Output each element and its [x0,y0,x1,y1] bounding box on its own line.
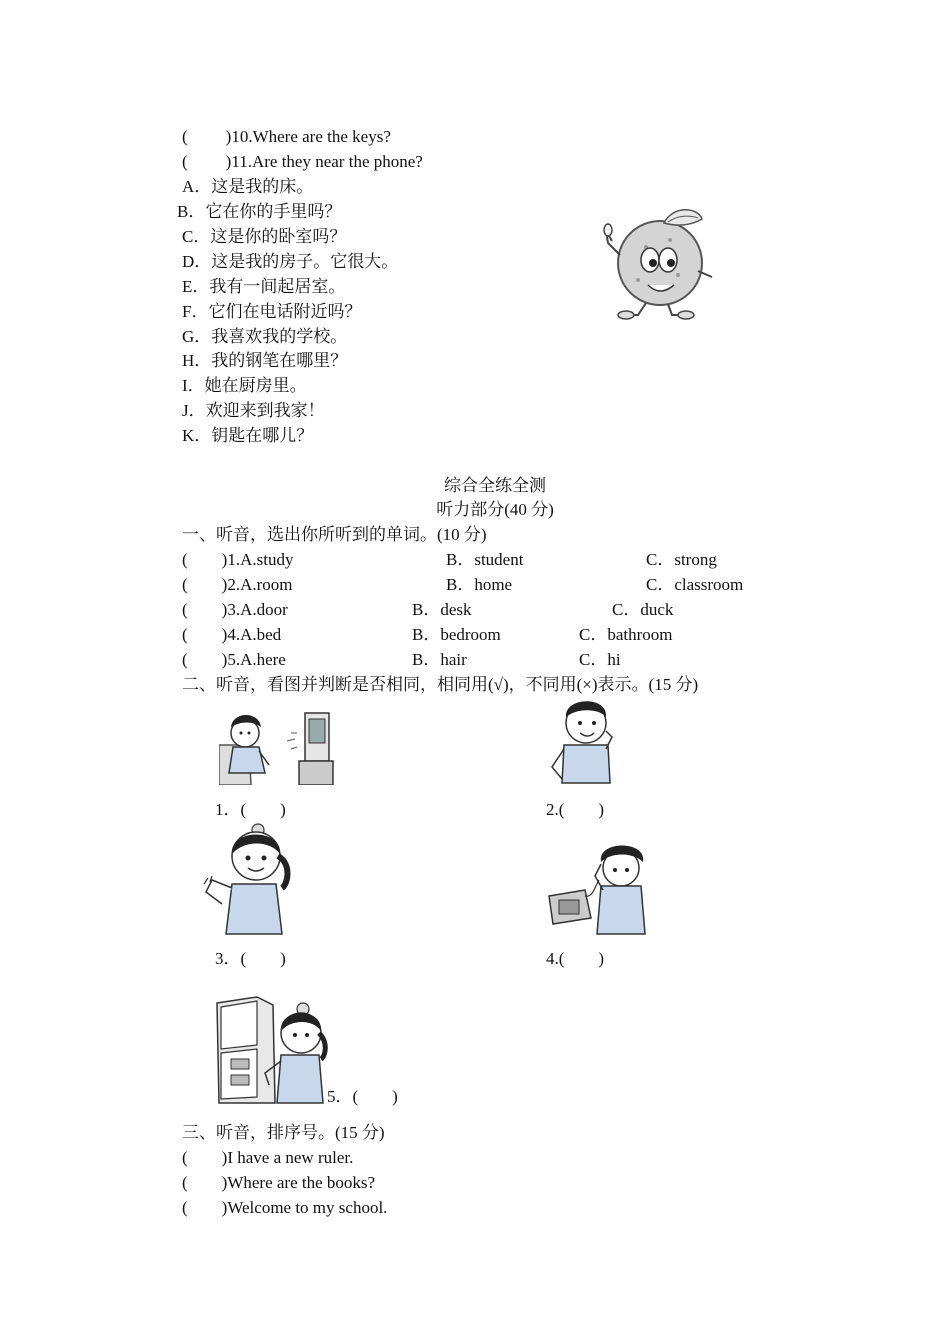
picture-2-label: 2.( ) [546,800,605,819]
s1-q5-b: B．hair [412,650,467,669]
s1-q4: ( )4.A.bed [182,625,282,644]
s1-q2-c: C．classroom [646,575,744,594]
option-k: K．钥匙在哪儿？ [182,426,314,445]
page-title: 综合全练全测 [444,476,546,495]
s1-q4-c: C．bathroom [579,625,673,644]
s1-q1: ( )1.A.study [182,550,294,569]
s1-q1-c: C．strong [646,550,717,569]
section1-title: 一、听音，选出你所听到的单词。(10 分) [182,525,487,544]
s1-q3-b: B．desk [412,600,472,619]
s3-item-1: ( )I have a new ruler. [182,1148,354,1167]
picture-2-boy [548,695,628,785]
page-subtitle: 听力部分(40 分) [436,500,554,519]
option-f: F．它们在电话附近吗？ [182,302,362,321]
s1-q3: ( )3.A.door [182,600,288,619]
picture-4-label: 4.( ) [546,949,605,968]
option-g: G．我喜欢我的学校。 [182,327,348,346]
question-10: ( )10.Where are the keys? [182,127,391,146]
picture-5-girl-fridge [213,993,328,1105]
picture-1-label: 1．( ) [215,800,286,819]
picture-5-label: 5．( ) [327,1087,398,1106]
option-i: I．她在厨房里。 [182,376,307,395]
s1-q5: ( )5.A.here [182,650,286,669]
s3-item-2: ( )Where are the books? [182,1173,376,1192]
s1-q3-c: C．duck [612,600,674,619]
s3-item-3: ( )Welcome to my school. [182,1198,388,1217]
picture-3-girl [202,820,302,935]
question-11: ( )11.Are they near the phone? [182,152,423,171]
option-h: H．我的钢笔在哪里？ [182,351,348,370]
option-j: J．欢迎来到我家！ [182,401,325,420]
orange-mascot-illustration [598,205,728,320]
s1-q1-b: B．student [446,550,524,569]
section3-title: 三、听音，排序号。(15 分) [182,1123,385,1142]
s1-q2: ( )2.A.room [182,575,293,594]
s1-q2-b: B．home [446,575,513,594]
section2-title: 二、听音，看图并判断是否相同，相同用(√)，不同用(×)表示。(15 分) [182,675,699,694]
picture-3-label: 3．( ) [215,949,286,968]
picture-1-girl-tv [219,703,334,785]
option-a: A．这是我的床。 [182,177,314,196]
option-e: E．我有一间起居室。 [182,277,346,296]
option-d: D．这是我的房子。它很大。 [182,252,399,271]
s1-q5-c: C．hi [579,650,621,669]
option-b: B．它在你的手里吗？ [177,202,342,221]
option-c: C．这是你的卧室吗？ [182,227,347,246]
picture-4-boy-phone [545,840,650,935]
s1-q4-b: B．bedroom [412,625,501,644]
